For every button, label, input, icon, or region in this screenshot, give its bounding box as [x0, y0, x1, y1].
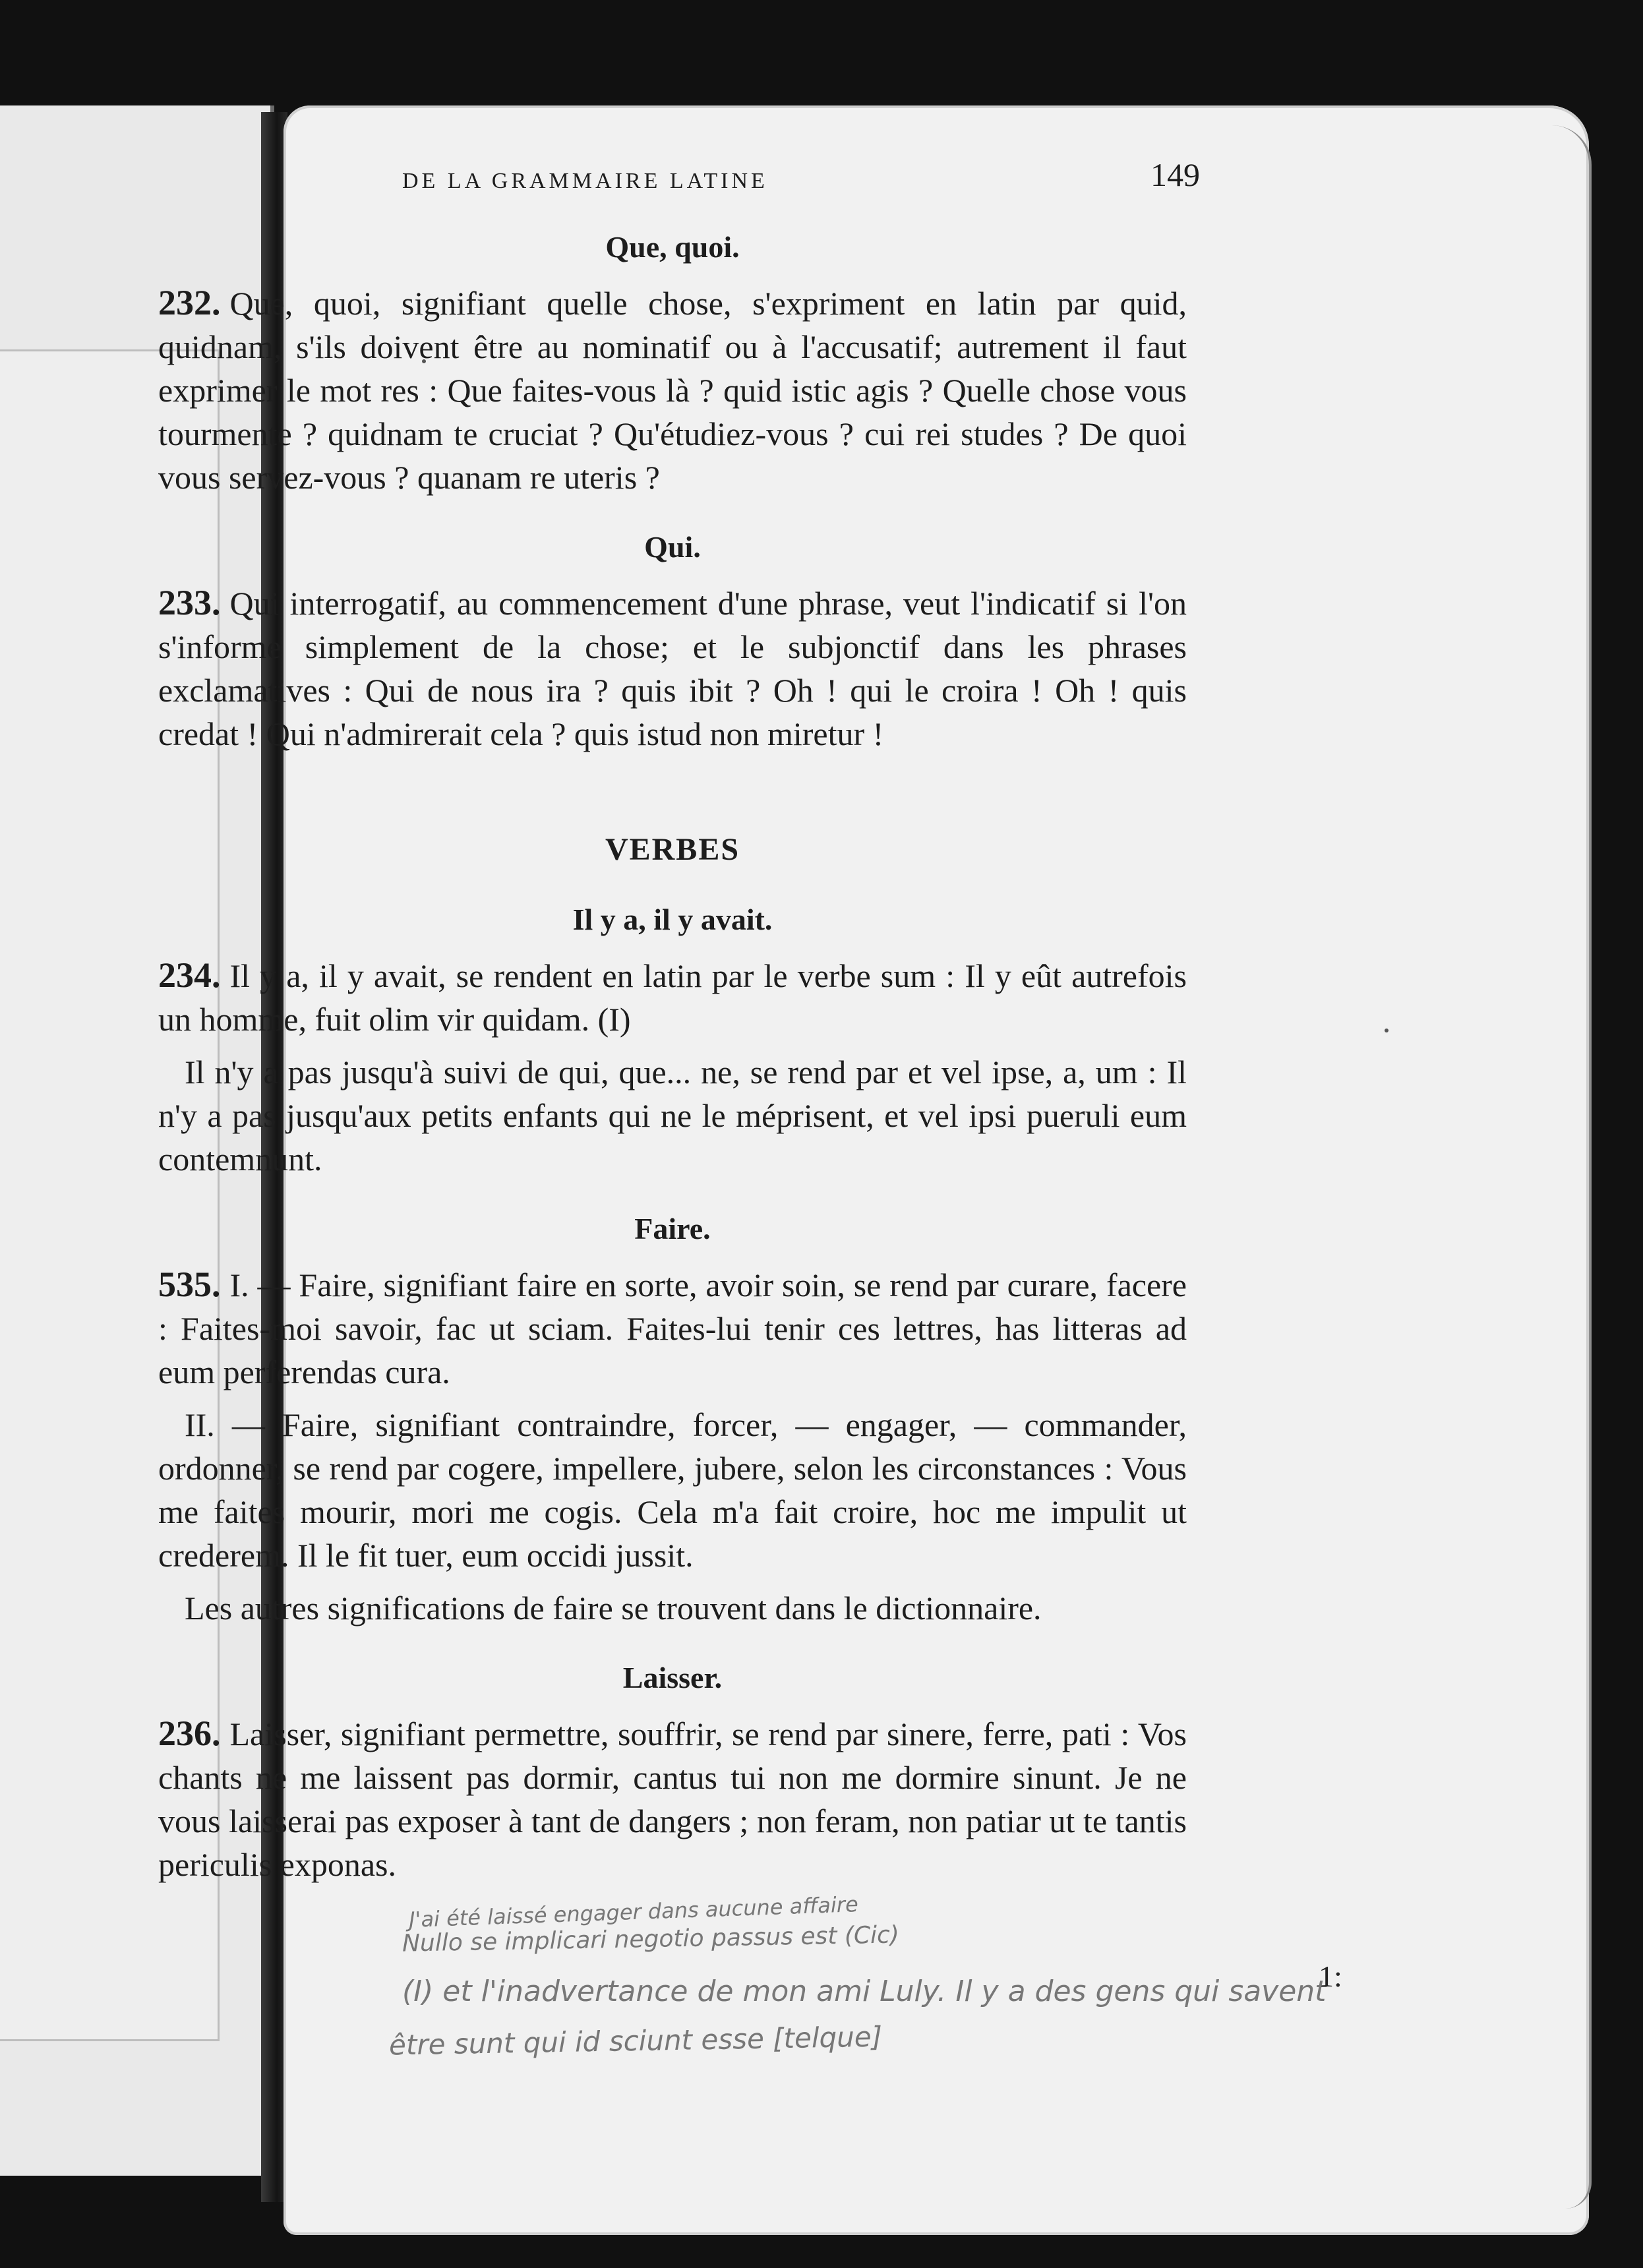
- paragraph-535-sub-other: Les autres significations de faire se trouvent dans le dictionnaire.: [185, 1590, 1042, 1626]
- running-head: [158, 153, 1200, 206]
- paragraph-number: 535.: [158, 1265, 221, 1304]
- heading-il-y-a: Il y a, il y avait.: [572, 903, 773, 936]
- handwritten-footnote: (I) et l'inadvertance de mon ami Luly. Il y a des gens qui savent: [402, 1975, 1327, 2008]
- handwritten-note: J'ai été laissé engager dans aucune affaire: [408, 1892, 859, 1932]
- paragraph-text: I. — Faire, signifiant faire en sorte, avoir soin, se rend par curare, facere : Faites-moi savoir, fac ut sciam. Faites-lui tenir ces lettres, has litteras ad eum perferendas cura.: [158, 1267, 1187, 1390]
- page-content: [158, 153, 1200, 1895]
- paragraph-text: Que, quoi, signifiant quelle chose, s'expriment en latin par quid, quidnam, s'ils doivent être au nominatif ou à l'accusatif; autrement il faut exprimer le mot res : Que faites-vous là ? quid istic agis ? Quelle chose vous tourmente ? quidnam te cruciat ? Qu'étudiez-vous ? cui rei studes ? De quoi vous servez-vous ? quanam re uteris ?: [158, 285, 1187, 496]
- chapter-heading: VERBES: [605, 832, 740, 867]
- paragraph-number: 233.: [158, 583, 221, 622]
- heading-que-quoi: Que, quoi.: [605, 230, 740, 264]
- heading-qui: Qui.: [644, 530, 701, 564]
- handwritten-note: Nullo se implicari negotio passus est (Cic): [402, 1921, 900, 1957]
- paragraph-233: [158, 581, 1187, 756]
- paragraph-234: [158, 953, 1187, 1041]
- running-title: DE LA GRAMMAIRE LATINE: [402, 169, 768, 193]
- paragraph-535: [158, 1263, 1187, 1394]
- paragraph-number: 234.: [158, 955, 221, 995]
- paragraph-text: Qui interrogatif, au commencement d'une phrase, veut l'indicatif si l'on s'informe simplement de la chose; et le subjonctif dans les phrases exclamatives : Qui de nous ira ? quis ibit ? Oh ! qui le croira ! Oh ! quis credat ! Qui n'admirerait cela ? quis istud non miretur !: [158, 585, 1187, 752]
- paragraph-number: 232.: [158, 283, 221, 322]
- handwritten-footnote: être sunt qui id sciunt esse [telque]: [388, 2020, 883, 2062]
- paragraph-236: [158, 1712, 1187, 1886]
- folio-mark: 1:: [1319, 1959, 1342, 1993]
- paragraph-text: Il y a, il y avait, se rendent en latin par le verbe sum : Il y eût autrefois un homme, fuit olim vir quidam. (I): [158, 957, 1187, 1038]
- page-edge-stack: [1549, 125, 1592, 2209]
- heading-laisser: Laisser.: [622, 1661, 723, 1694]
- paragraph-number: 236.: [158, 1714, 221, 1753]
- ink-speck: [1385, 1029, 1389, 1032]
- paragraph-text: Laisser, signifiant permettre, souffrir, se rend par sinere, ferre, pati : Vos chants ne me laissent pas dormir, cantus tui non me dormire sinunt. Je ne vous laisserai pas exposer à tant de dangers ; non feram, non patiar ut te tantis periculis exponas.: [158, 1716, 1187, 1883]
- page-number: 149: [1150, 156, 1200, 193]
- paragraph-535-sub-ii: II. — Faire, signifiant contraindre, forcer, — engager, — commander, ordonner, se rend par cogere, impellere, jubere, selon les circonstances : Vous me faites mourir, mori me cogis. Cela m'a fait croire, hoc me impulit ut crederem. Il le fit tuer, eum occidi jussit.: [158, 1406, 1187, 1574]
- heading-faire: Faire.: [634, 1212, 711, 1245]
- paragraph-234-sub: Il n'y a pas jusqu'à suivi de qui, que... ne, se rend par et vel ipse, a, um : Il n'y a pas jusqu'aux petits enfants qui ne le méprisent, et vel ipsi pueruli eum contemnunt.: [158, 1054, 1187, 1178]
- paragraph-232: [158, 281, 1187, 499]
